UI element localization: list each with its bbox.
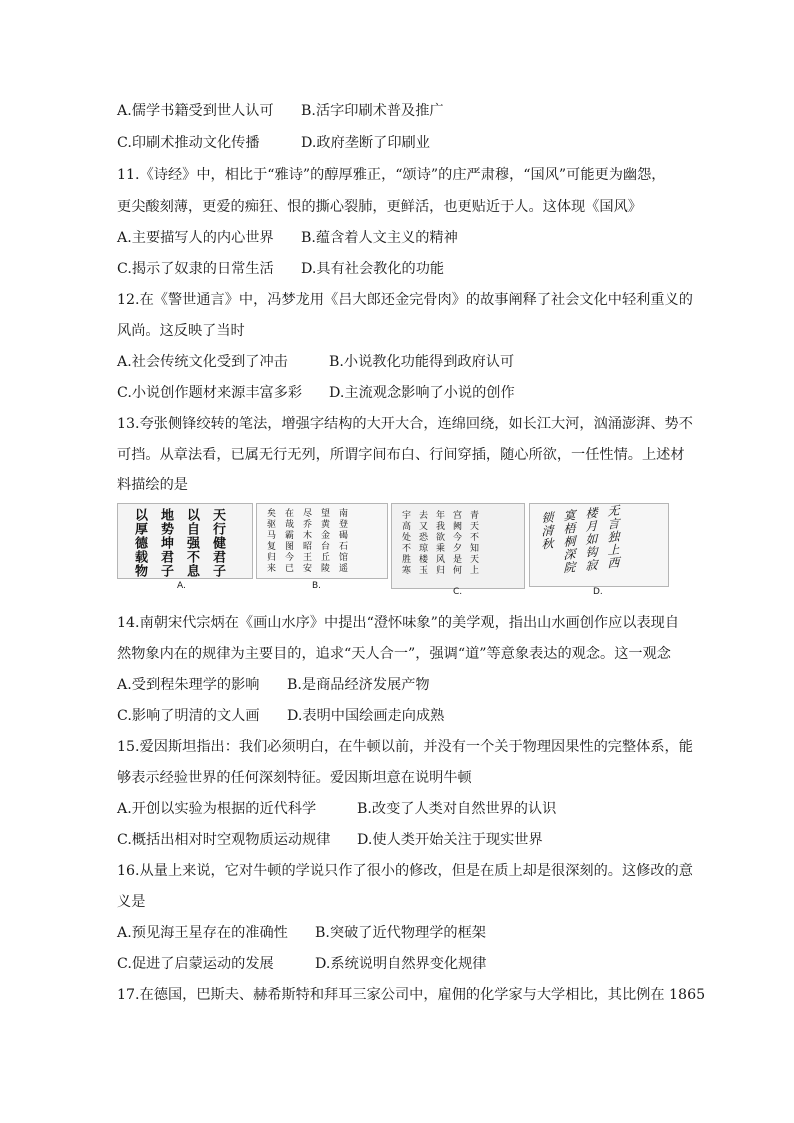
calligraphy-image-b: [256, 503, 388, 597]
q15-stem-line1: 15.爱因斯坦指出：我们必须明白，在牛顿以前，并没有一个关于物理因果性的完整体系，能: [117, 739, 693, 755]
q12-option-a: A.社会传统文化受到了冲击: [117, 354, 288, 370]
calligraphy-image-c: [391, 503, 525, 597]
q11-stem-line1: 11.《诗经》中，相比于“雅诗”的醇厚雅正，“颂诗”的庄严肃穆，“国风”可能更为幽怨，: [117, 167, 666, 183]
q16-option-a: A.预见海王星存在的准确性: [117, 925, 288, 941]
q10-option-b: B.活字印刷术普及推广: [301, 103, 444, 119]
calligraphy-d-text: 无言独上西楼月如钩寂寞梧桐深院锁清秋: [540, 503, 620, 575]
q14-option-c: C.影响了明清的文人画: [117, 708, 260, 724]
q14-stem-line2: 然物象内在的规律为主要目的，追求“天人合一”，强调“道”等意象表达的观念。这一观念: [117, 646, 671, 662]
q11-option-a: A.主要描写人的内心世界: [117, 230, 274, 246]
q16-stem-line2: 义是: [117, 894, 146, 910]
calligraphy-d-panel: [529, 503, 669, 587]
q14-option-a: A.受到程朱理学的影响: [117, 677, 260, 693]
q13-stem-line1: 13.夸张侧锋绞转的笔法，增强字结构的大开大合，连绵回绕，如长江大河，汹涌澎湃、势不: [117, 416, 693, 432]
calligraphy-a-label: A.: [177, 581, 186, 591]
calligraphy-image-a: [117, 503, 253, 597]
q15-stem-line2: 够表示经验世界的任何深刻特征。爱因斯坦意在说明牛顿: [117, 770, 472, 786]
q13-stem-line2: 可挡。从章法看，已属无行无列，所谓字间布白、行间穿插，随心所欲，一任性情。上述材: [117, 447, 685, 463]
q12-option-d: D.主流观念影响了小说的创作: [329, 385, 515, 401]
q17-stem-line1: 17.在德国，巴斯夫、赫希斯特和拜耳三家公司中，雇佣的化学家与大学相比，其比例在 1865: [117, 987, 706, 1003]
calligraphy-c-panel: [391, 503, 525, 589]
q15-option-b: B.改变了人类对自然世界的认识: [357, 801, 557, 817]
q12-stem-line2: 风尚。这反映了当时: [117, 323, 245, 339]
calligraphy-b-panel: [256, 503, 388, 579]
calligraphy-a-text: 天行健君子以自强不息地势坤君子以厚德载物: [132, 508, 225, 578]
q11-stem-line2: 更尖酸刻薄，更爱的痴狂、恨的撕心裂肺，更鲜活，也更贴近于人。这体现《国风》: [117, 199, 642, 215]
q14-option-d: D.表明中国绘画走向成熟: [287, 708, 445, 724]
q15-option-a: A.开创以实验为根据的近代科学: [117, 801, 317, 817]
calligraphy-c-label: C.: [453, 587, 463, 597]
q11-option-c: C.揭示了奴隶的日常生活: [117, 261, 274, 277]
q10-option-c: C.印刷术推动文化传播: [117, 135, 260, 151]
calligraphy-c-text: 青天不知天上宫阙今夕是何年我欲乘风归去又恐琼楼玉宇高处不胜寒: [400, 510, 478, 576]
q13-stem-line3: 料描绘的是: [117, 477, 188, 493]
q16-option-b: B.突破了近代物理学的框架: [315, 925, 486, 941]
calligraphy-d-label: D.: [593, 587, 603, 597]
calligraphy-image-d: [529, 503, 669, 597]
q15-option-d: D.使人类开始关注于现实世界: [357, 832, 543, 848]
calligraphy-b-label: B.: [312, 581, 322, 591]
q15-option-c: C.概括出相对时空观物质运动规律: [117, 832, 331, 848]
q12-option-b: B.小说教化功能得到政府认可: [329, 354, 515, 370]
q12-option-c: C.小说创作题材来源丰富多彩: [117, 385, 303, 401]
q11-option-d: D.具有社会教化的功能: [301, 261, 445, 277]
q14-stem-line1: 14.南朝宋代宗炳在《画山水序》中提出“澄怀味象”的美学观，指出山水画创作应以表现自: [117, 615, 680, 631]
calligraphy-a-panel: [117, 503, 253, 579]
q11-option-b: B.蕴含着人文主义的精神: [301, 230, 458, 246]
q16-option-d: D.系统说明自然界变化规律: [315, 956, 487, 972]
q16-stem-line1: 16.从量上来说，它对牛顿的学说只作了很小的修改，但是在质上却是很深刻的。这修改的意: [117, 863, 693, 879]
q10-option-a: A.儒学书籍受到世人认可: [117, 103, 274, 119]
q12-stem-line1: 12.在《警世通言》中，冯梦龙用《吕大郎还金完骨肉》的故事阐释了社会文化中轻利重义的: [117, 292, 693, 308]
calligraphy-b-text: 南登碣石馆遥望黄金台丘陵尽乔木昭王安在哉霸图今已矣驱马复归来: [265, 508, 347, 574]
q16-option-c: C.促进了启蒙运动的发展: [117, 956, 274, 972]
q10-option-d: D.政府垄断了印刷业: [301, 135, 430, 151]
q14-option-b: B.是商品经济发展产物: [287, 677, 430, 693]
